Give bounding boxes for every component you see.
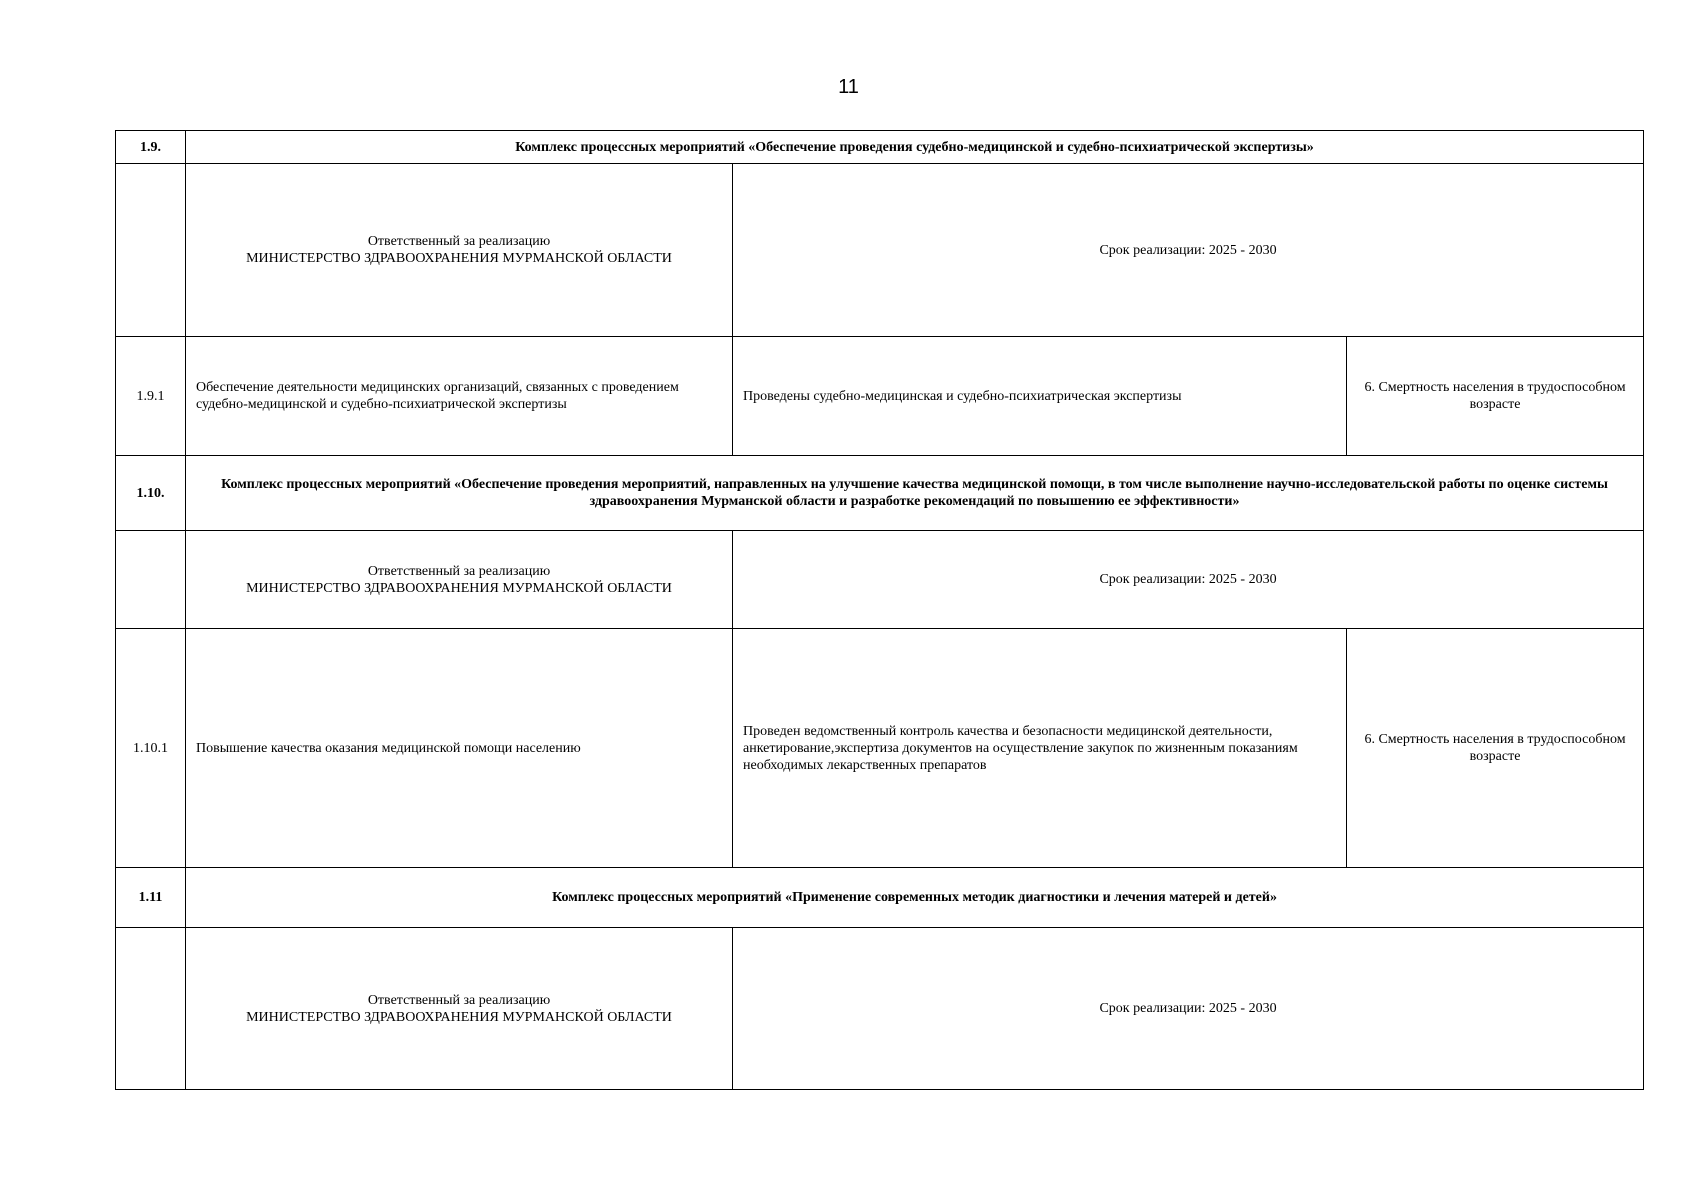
implementation-period: Срок реализации: 2025 - 2030 xyxy=(733,531,1644,629)
responsible-org: МИНИСТЕРСТВО ЗДРАВООХРАНЕНИЯ МУРМАНСКОЙ ОБЛАСТИ xyxy=(246,251,672,266)
responsible-label: Ответственный за реализацию xyxy=(367,992,551,1008)
section-number: 1.11 xyxy=(116,868,186,928)
section-row-1-9 xyxy=(116,131,1644,164)
responsible-row-1-10 xyxy=(116,531,1644,629)
responsible-org: МИНИСТЕРСТВО ЗДРАВООХРАНЕНИЯ МУРМАНСКОЙ ОБЛАСТИ xyxy=(246,580,672,596)
implementation-period: Срок реализации: 2025 - 2030 xyxy=(733,928,1644,1090)
section-number: 1.10. xyxy=(116,456,186,531)
measures-table xyxy=(115,130,1644,1090)
task-number: 1.10.1 xyxy=(116,629,186,868)
section-title: Комплекс процессных мероприятий «Применение современных методик диагностики и лечения матерей и детей» xyxy=(186,868,1644,928)
empty-cell xyxy=(116,928,186,1090)
empty-cell xyxy=(116,164,186,337)
responsible-row-1-9 xyxy=(116,164,1644,337)
responsible-row-1-11 xyxy=(116,928,1644,1090)
task-indicator: 6. Смертность населения в трудоспособном возрасте xyxy=(1347,629,1644,868)
section-row-1-11 xyxy=(116,868,1644,928)
task-result: Проведены судебно-медицинская и судебно-психиатрическая экспертизы xyxy=(733,337,1347,456)
responsible-label: Ответственный за реализацию xyxy=(367,563,551,579)
section-title: Комплекс процессных мероприятий «Обеспечение проведения мероприятий, направленных на улучшение качества медицинской помощи, в том числе выполнение научно-исследовательской работы по оценке системы здравоохранения Мурманской области и разработке рекомендаций по повышению ее эффективности» xyxy=(186,456,1644,531)
responsible-cell xyxy=(186,928,733,1090)
page-number: 11 xyxy=(838,76,859,98)
responsible-org: МИНИСТЕРСТВО ЗДРАВООХРАНЕНИЯ МУРМАНСКОЙ ОБЛАСТИ xyxy=(246,1009,672,1025)
responsible-cell xyxy=(186,531,733,629)
task-row-1-9-1 xyxy=(116,337,1644,456)
responsible-cell xyxy=(186,164,733,337)
task-description: Обеспечение деятельности медицинских организаций, связанных с проведением судебно-медицинской и судебно-психиатрической экспертизы xyxy=(186,337,733,456)
responsible-label: Ответственный за реализацию xyxy=(367,234,551,249)
task-number: 1.9.1 xyxy=(116,337,186,456)
section-row-1-10 xyxy=(116,456,1644,531)
section-number: 1.9. xyxy=(116,131,186,164)
task-description: Повышение качества оказания медицинской помощи населению xyxy=(186,629,733,868)
task-result: Проведен ведомственный контроль качества и безопасности медицинской деятельности, анкетирование,экспертиза документов на осуществление закупок по жизненным показаниям необходимых лекарственных препаратов xyxy=(733,629,1347,868)
empty-cell xyxy=(116,531,186,629)
implementation-period: Срок реализации: 2025 - 2030 xyxy=(733,164,1644,337)
task-row-1-10-1 xyxy=(116,629,1644,868)
section-title: Комплекс процессных мероприятий «Обеспечение проведения судебно-медицинской и судебно-психиатрической экспертизы» xyxy=(186,131,1644,164)
task-indicator: 6. Смертность населения в трудоспособном возрасте xyxy=(1347,337,1644,456)
